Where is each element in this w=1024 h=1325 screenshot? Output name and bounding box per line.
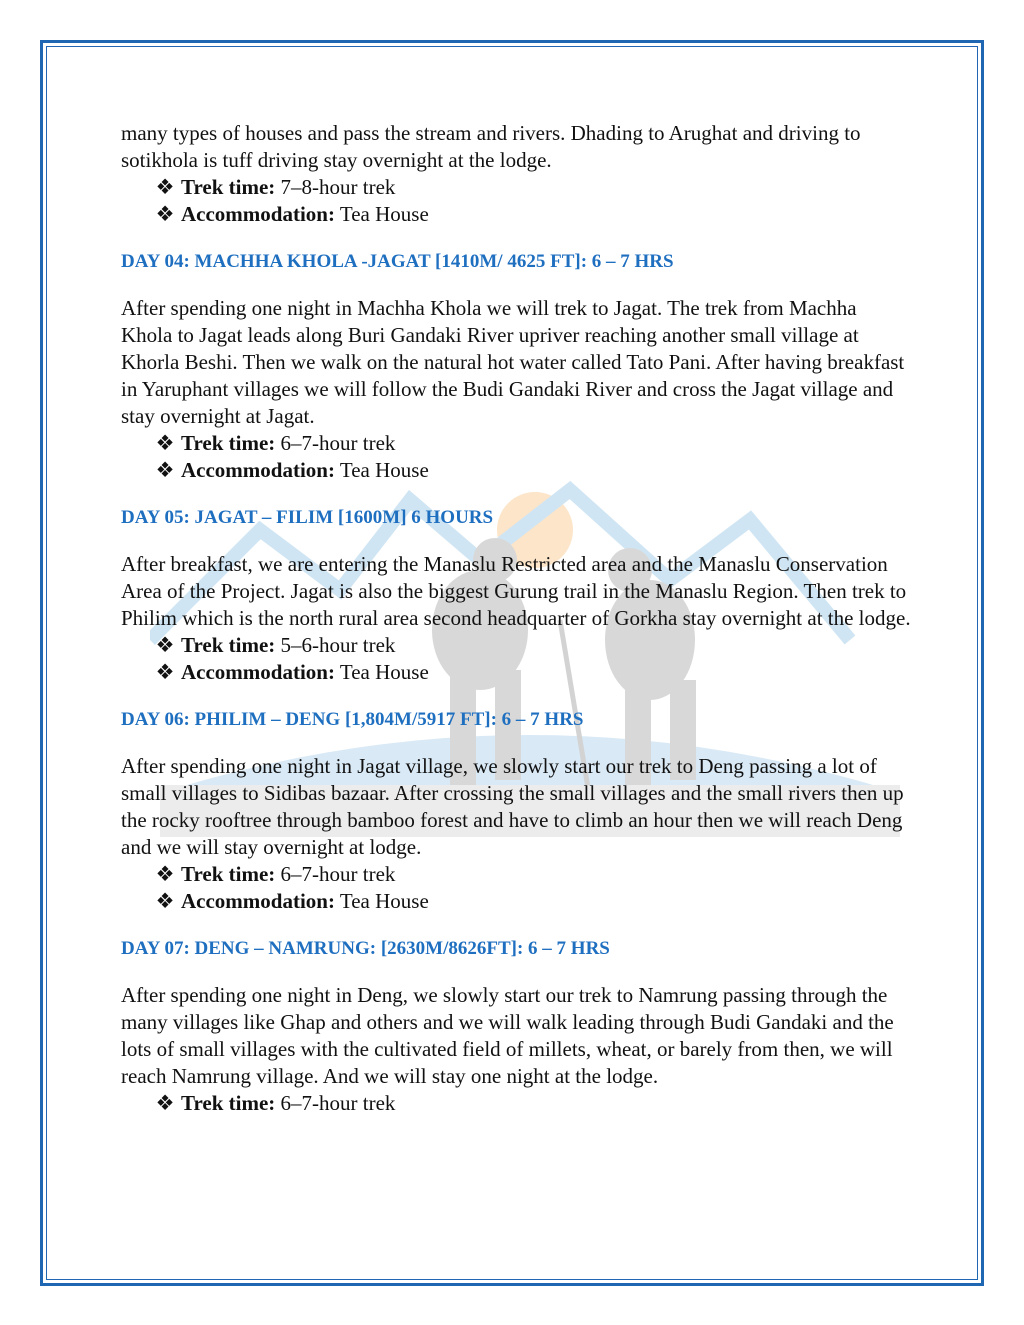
detail-item — [121, 201, 911, 228]
detail-item — [121, 1090, 911, 1117]
diamond-bullet-icon: ❖ — [155, 1091, 175, 1115]
detail-item — [121, 632, 911, 659]
day-04-heading: DAY 04: MACHHA KHOLA -JAGAT [1410M/ 4625 FT]: 6 – 7 HRS — [121, 251, 674, 272]
diamond-bullet-icon: ❖ — [155, 889, 175, 913]
diamond-bullet-icon: ❖ — [155, 660, 175, 684]
detail-label: Accommodation: — [181, 202, 335, 226]
detail-value: Tea House — [334, 889, 429, 913]
detail-item — [121, 174, 911, 201]
detail-label: Trek time: — [181, 431, 276, 455]
intro-paragraph: many types of houses and pass the stream and rivers. Dhading to Arughat and driving to sotikhola is tuff driving stay overnight at the lodge. — [121, 121, 861, 172]
day-05-paragraph: After breakfast, we are entering the Manaslu Restricted area and the Manaslu Conservation Area of the Project. Jagat is also the biggest Gurung trail in the Manaslu Region. Then trek to Philim which is the north rural area second headquarter of Gorkha stay overnight at the lodge. — [121, 552, 911, 630]
detail-value: 5–6-hour trek — [275, 633, 396, 657]
detail-label: Trek time: — [181, 633, 276, 657]
detail-label: Trek time: — [181, 175, 276, 199]
day-07-paragraph: After spending one night in Deng, we slowly start our trek to Namrung passing through the many villages like Ghap and others and we will walk leading through Budi Gandaki and the lots of small villages with the cultivated field of millets, wheat, or barely from then, we will reach Namrung village. And we will stay one night at the lodge. — [121, 983, 894, 1088]
detail-item — [121, 888, 911, 915]
day-07-details — [121, 1090, 911, 1117]
day-05-details — [121, 632, 911, 686]
detail-item — [121, 861, 911, 888]
detail-label: Accommodation: — [181, 660, 335, 684]
detail-value: 7–8-hour trek — [275, 175, 396, 199]
diamond-bullet-icon: ❖ — [155, 458, 175, 482]
day-05-heading: DAY 05: JAGAT – FILIM [1600M] 6 HOURS — [121, 507, 494, 528]
day-07-heading: DAY 07: DENG – NAMRUNG: [2630M/8626FT]: 6 – 7 HRS — [121, 938, 610, 959]
detail-item — [121, 430, 911, 457]
detail-value: 6–7-hour trek — [275, 1091, 396, 1115]
detail-item — [121, 457, 911, 484]
day-06-heading: DAY 06: PHILIM – DENG [1,804M/5917 FT]: 6 – 7 HRS — [121, 709, 584, 730]
day-04-details — [121, 430, 911, 484]
detail-value: Tea House — [334, 202, 429, 226]
detail-value: Tea House — [334, 660, 429, 684]
detail-value: 6–7-hour trek — [275, 431, 396, 455]
diamond-bullet-icon: ❖ — [155, 862, 175, 886]
detail-value: 6–7-hour trek — [275, 862, 396, 886]
detail-value: Tea House — [334, 458, 429, 482]
detail-label: Accommodation: — [181, 458, 335, 482]
diamond-bullet-icon: ❖ — [155, 175, 175, 199]
document-body — [121, 120, 911, 1117]
diamond-bullet-icon: ❖ — [155, 202, 175, 226]
intro-details — [121, 174, 911, 228]
day-06-paragraph: After spending one night in Jagat village, we slowly start our trek to Deng passing a lot of small villages to Sidibas bazaar. After crossing the small villages and the small rivers then up the rocky rooftree through bamboo forest and have to climb an hour then we will reach Deng and we will stay overnight at lodge. — [121, 754, 904, 859]
detail-item — [121, 659, 911, 686]
day-04-paragraph: After spending one night in Machha Khola we will trek to Jagat. The trek from Machha Khola to Jagat leads along Buri Gandaki River upriver reaching another small village at Khorla Beshi. Then we walk on the natural hot water called Tato Pani. After having breakfast in Yaruphant villages we will follow the Budi Gandaki River and cross the Jagat village and stay overnight at Jagat. — [121, 296, 905, 428]
diamond-bullet-icon: ❖ — [155, 633, 175, 657]
detail-label: Trek time: — [181, 862, 276, 886]
detail-label: Trek time: — [181, 1091, 276, 1115]
detail-label: Accommodation: — [181, 889, 335, 913]
day-06-details — [121, 861, 911, 915]
diamond-bullet-icon: ❖ — [155, 431, 175, 455]
